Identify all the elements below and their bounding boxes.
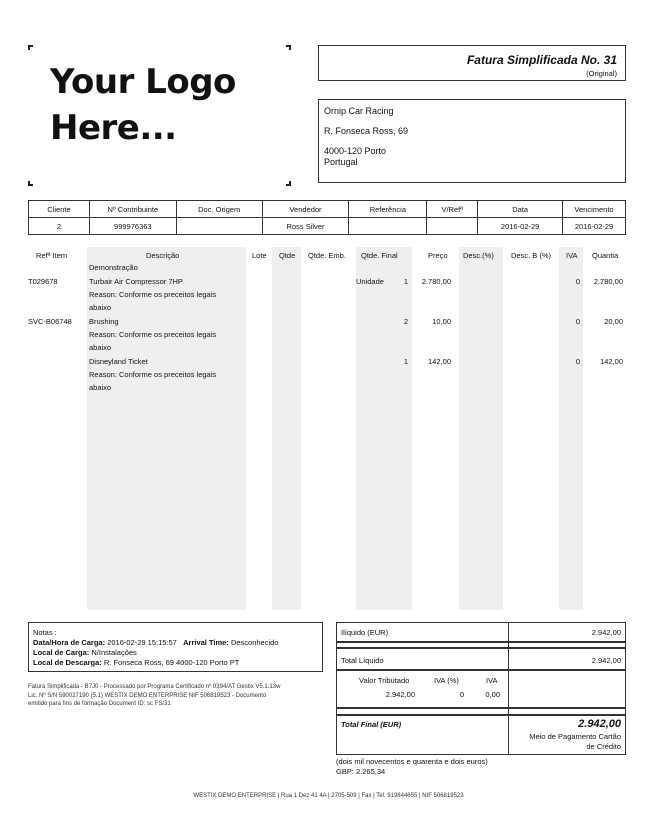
- item-2-reason-cont: abaixo: [89, 343, 112, 352]
- shade-desc: [459, 247, 503, 610]
- vat-value-rate: 0: [459, 690, 464, 699]
- notes-load-place: Local de Carga: N/Instalações: [33, 648, 137, 657]
- shade-qtde: [272, 247, 301, 610]
- customer-street: R. Fonseca Ross, 69: [324, 126, 409, 136]
- shade-iva: [559, 247, 583, 610]
- item-1-amount: 2.780,00: [593, 277, 623, 286]
- item-2-reason: Reason: Conforme os preceitos legais: [89, 330, 217, 339]
- liquido-value: 2.942,00: [591, 628, 621, 637]
- items-col-desc: Desc.(%): [463, 251, 494, 260]
- item-3-desc: Disneyland Ticket: [89, 357, 148, 366]
- items-col-desc-b: Desc. B (%): [511, 251, 552, 260]
- value-data: 2016-02-29: [478, 218, 563, 235]
- item-1-price: 2.780,00: [421, 277, 451, 286]
- item-3-iva: 0: [575, 357, 580, 366]
- header-table-columns: [29, 201, 626, 218]
- item-1-reason: Reason: Conforme os preceitos legais: [89, 290, 217, 299]
- total-final-label: Total Final (EUR): [341, 720, 402, 729]
- payment-method-line-1: Meio de Pagamento Cartão: [529, 732, 621, 741]
- col-vendedor: Vendedor: [262, 201, 349, 218]
- col-data: Data: [478, 201, 563, 218]
- items-col-quantia: Quantia: [592, 251, 619, 260]
- item-3-reason: Reason: Conforme os preceitos legais: [89, 370, 217, 379]
- shade-descricao: [87, 247, 246, 610]
- item-2-qty: 2: [403, 317, 408, 326]
- items-col-preco: Preço: [428, 251, 448, 260]
- liquido-label: Ilíquido (EUR): [341, 628, 389, 637]
- document-header-table: [28, 200, 626, 235]
- vat-header-base: Valor Tributado: [359, 676, 410, 685]
- total-liquido-value: 2.942,00: [591, 656, 621, 665]
- col-cliente: Cliente: [29, 201, 90, 218]
- item-1-iva: 0: [575, 277, 580, 286]
- item-2-ref: SVC-B06748: [28, 317, 72, 326]
- invoice-title: Fatura Simplificada No. 31: [466, 53, 617, 67]
- item-1-reason-cont: abaixo: [89, 303, 112, 312]
- col-doc-origem: Doc. Origem: [176, 201, 262, 218]
- shade-qtde-final: [356, 247, 412, 610]
- vat-value-amount: 0,00: [485, 690, 500, 699]
- vat-value-base: 2.942,00: [385, 690, 415, 699]
- value-cliente: 2: [29, 218, 90, 235]
- value-contribuinte: 999976363: [89, 218, 176, 235]
- value-vencimento: 2016-02-29: [563, 218, 626, 235]
- item-2-desc: Brushing: [89, 317, 119, 326]
- total-final-value: 2.942,00: [578, 718, 621, 730]
- vat-header-amount: IVA: [486, 676, 498, 685]
- vat-header-rate: IVA (%): [434, 676, 459, 685]
- notes-box: [28, 622, 323, 672]
- spacer-row-2: [336, 708, 626, 715]
- customer-country: Portugal: [324, 157, 358, 167]
- value-doc-origem: [176, 218, 262, 235]
- items-col-ref: Refª Item: [36, 251, 68, 260]
- item-3-price: 142,00: [428, 357, 451, 366]
- col-contribuinte: Nº Contribuinte: [89, 201, 176, 218]
- items-col-descricao: Descrição: [146, 251, 180, 260]
- items-col-qtde: Qtde: [279, 251, 296, 260]
- col-vref: V/Refª: [427, 201, 478, 218]
- value-vendedor: Ross Silver: [262, 218, 349, 235]
- items-col-iva: IVA: [566, 251, 578, 260]
- items-pre-line: Demonstração: [89, 263, 138, 272]
- company-logo: [28, 45, 291, 186]
- value-referencia: [349, 218, 427, 235]
- customer-postal: 4000-120 Porto: [324, 146, 387, 156]
- items-col-qtde-emb: Qtde. Emb.: [308, 251, 346, 260]
- item-2-price: 10,00: [432, 317, 451, 326]
- customer-address-box: [318, 99, 626, 183]
- item-1-ref: T029678: [28, 277, 58, 286]
- certification-footnote: [28, 683, 328, 709]
- total-liquido-label: Total Líquido: [341, 656, 384, 665]
- company-footer: WESTIX DEMO ENTERPRISE | Rua 1 Dez 41 4A | 2705-509 | Fax | Tel. 919844655 | NIF 506819523: [193, 793, 464, 799]
- invoice-title-box: [318, 45, 626, 81]
- footnote-line-3: emitido para fins de formação Document ID: sc FS/31: [28, 701, 171, 707]
- logo-line-2: Here...: [50, 108, 177, 148]
- item-1-qty: 1: [403, 277, 408, 286]
- payment-method-line-2: de Crédito: [586, 742, 621, 751]
- col-vencimento: Vencimento: [563, 201, 626, 218]
- item-2-amount: 20,00: [604, 317, 623, 326]
- item-3-qty: 1: [403, 357, 408, 366]
- notes-unload-place: Local de Descarga: R. Fonseca Ross, 69 4000-120 Porto PT: [33, 658, 240, 667]
- item-3-reason-cont: abaixo: [89, 383, 112, 392]
- item-1-unit: Unidade: [356, 277, 384, 286]
- value-vref: [427, 218, 478, 235]
- items-col-qtde-final: Qtde. Final: [361, 251, 398, 260]
- footnote-line-1: Fatura Simplificada - B7J0 - Processado por Programa Certificado nº 0394/AT Gestix V5.1.13w: [28, 684, 281, 690]
- invoice-copy-label: (Original): [586, 69, 617, 78]
- total-in-words: (dois mil novecentos e quarenta e dois euros): [336, 757, 488, 766]
- item-1-desc: Turbair Air Compressor 7HP: [89, 277, 183, 286]
- notes-label: Notas :: [33, 628, 57, 637]
- footnote-line-2: Lic. Nº S/N 590027190 (5.1) WESTIX DEMO ENTERPRISE NIF 506819523 - Documento: [28, 692, 267, 699]
- total-gbp: GBP: 2.265,34: [336, 767, 386, 776]
- header-table-values: [29, 218, 626, 235]
- customer-name: Ornip Car Racing: [324, 106, 394, 116]
- col-referencia: Referência: [349, 201, 427, 218]
- notes-load-datetime: Data/Hora de Carga: 2016-02-29 15:15:57 Arrival Time: Desconhecido: [33, 638, 279, 647]
- item-3-amount: 142,00: [600, 357, 623, 366]
- items-col-lote: Lote: [252, 251, 267, 260]
- item-2-iva: 0: [575, 317, 580, 326]
- logo-line-1: Your Logo: [50, 62, 236, 102]
